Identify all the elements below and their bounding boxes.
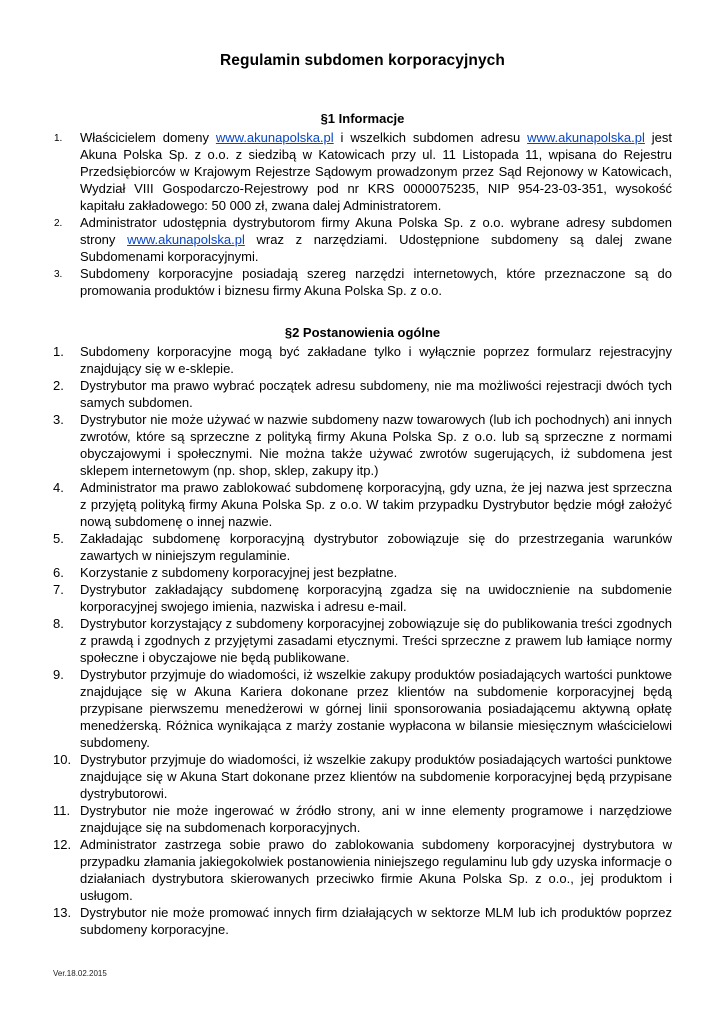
list-item	[0, 751, 725, 802]
item-text-segment: Administrator zastrzega sobie prawo do zablokowania subdomeny korporacyjnej dystrybutora w przypadku złamania jakiegokolwiek postanowienia niniejszego regulaminu lub gdy uzyska informacje o działaniach dystrybutora skierowanych przeciwko firmie Akuna Polska Sp. z o.o., jej produktom i usługom.	[80, 837, 672, 903]
item-number: 1.	[54, 133, 63, 144]
item-text-segment: Właścicielem domeny	[80, 130, 216, 145]
item-number: 2.	[53, 378, 64, 393]
item-text	[80, 411, 672, 479]
list-item	[0, 411, 725, 479]
item-text-segment: Dystrybutor przyjmuje do wiadomości, iż wszelkie zakupy produktów posiadających wartości punktowe znajdujące się w Akuna Start dokonane przez klientów na subdomenie korporacyjnej będą przypisane dystrybutorowi.	[80, 752, 672, 801]
item-number: 6.	[53, 565, 64, 580]
version-footer: Ver.18.02.2015	[53, 969, 107, 978]
item-text-segment: Dystrybutor nie może używać w nazwie subdomeny nazw towarowych (lub ich pochodnych) ani innych zwrotów, które są sprzeczne z polityką firmy Akuna Polska Sp. z o.o. lub są sprzeczne z normami obyczajowymi i społecznymi. Nie można także używać zwrotów sugerujących, iż subdomena jest sklepem internetowym (np. shop, sklep, zakupy itp.)	[80, 412, 672, 478]
item-text-segment: jest Akuna Polska Sp. z o.o. z siedzibą w Katowicach przy ul. 11 Listopada 11, wpisana do Rejestru Przedsiębiorców w Krajowym Rejestrze Sądowym prowadzonym przez Sąd Rejonowy w Katowicach, Wydział VIII Gospodarczo-Rejestrowy pod nr KRS 0000075235, NIP 954-23-03-351, wysokość kapitału zakładowego: 50 000 zł, zwana dalej Administratorem.	[80, 130, 673, 213]
list-item	[0, 581, 725, 615]
list-item	[0, 479, 725, 530]
item-text-segment: Dystrybutor nie może promować innych firm działających w sektorze MLM lub ich produktów poprzez subdomeny korporacyjne.	[80, 905, 672, 937]
item-number: 1.	[53, 344, 64, 359]
item-text	[80, 904, 672, 938]
list-item	[0, 129, 725, 214]
section-list-postanowienia	[0, 343, 725, 938]
item-text	[80, 666, 672, 751]
item-number: 10.	[53, 752, 72, 767]
list-item	[0, 343, 725, 377]
domain-link[interactable]: www.akunapolska.pl	[215, 130, 334, 145]
section-list-informacje	[0, 129, 725, 299]
item-text-segment: Dystrybutor korzystający z subdomeny korporacyjnej zobowiązuje się do publikowania treści zgodnych z prawdą i zgodnych z przyjętymi zasadami etycznymi. Treści sprzeczne z prawem lub łamiące normy społeczne i obyczajowe nie będą publikowane.	[80, 616, 672, 665]
domain-link[interactable]: www.akunapolska.pl	[527, 130, 645, 145]
item-text-segment: Subdomeny korporacyjne mogą być zakładane tylko i wyłącznie poprzez formularz rejestracyjny znajdujący się w e-sklepie.	[80, 344, 672, 376]
item-text	[80, 129, 672, 214]
list-item	[0, 377, 725, 411]
item-text-segment: Administrator ma prawo zablokować subdomenę korporacyjną, gdy uzna, że jej nazwa jest sprzeczna z przyjętą polityką firmy Akuna Polska Sp. z o.o. W takim przypadku Dystrybutor będzie mógł założyć nową subdomenę o innej nazwie.	[80, 480, 672, 529]
item-number: 7.	[53, 582, 64, 597]
item-text-segment: Subdomeny korporacyjne posiadają szereg narzędzi internetowych, które przeznaczone są do promowania produktów i biznesu firmy Akuna Polska Sp. z o.o.	[80, 266, 672, 298]
list-item	[0, 265, 725, 299]
item-number: 11.	[53, 803, 71, 818]
item-number: 9.	[53, 667, 64, 682]
item-number: 12.	[53, 837, 72, 852]
item-text-segment: Zakładając subdomenę korporacyjną dystrybutor zobowiązuje się do przestrzegania warunków zawartych w niniejszym regulaminie.	[80, 531, 672, 563]
item-text	[80, 564, 672, 581]
item-text	[80, 214, 672, 265]
item-text-segment: Dystrybutor przyjmuje do wiadomości, iż wszelkie zakupy produktów posiadających wartości punktowe znajdujące się w Akuna Kariera dokonane przez klientów na subdomenie korporacyjnej będą przypisane pierwszemu menedżerowi w górnej linii sponsorowania posiadającemu aktywną opłatę menedżerską. Różnica wynikająca z marży zostanie wypłacona w bilansie miesięcznym właścicielowi subdomeny.	[80, 667, 672, 750]
item-text	[80, 530, 672, 564]
item-text-segment: Administrator udostępnia dystrybutorom firmy Akuna Polska Sp. z o.o. wybrane adresy subdomen strony	[80, 215, 672, 247]
item-text	[80, 343, 672, 377]
item-text-segment: wraz z narzędziami. Udostępnione subdomeny są dalej zwane Subdomenami korporacyjnymi.	[80, 232, 672, 264]
item-text	[80, 615, 672, 666]
item-text	[80, 836, 672, 904]
item-number: 3.	[53, 412, 64, 427]
list-item	[0, 904, 725, 938]
item-text-segment: Dystrybutor ma prawo wybrać początek adresu subdomeny, nie ma możliwości rejestracji dwóch tych samych subdomen.	[80, 378, 672, 410]
item-number: 5.	[53, 531, 64, 546]
item-text	[80, 581, 672, 615]
item-number: 4.	[53, 480, 64, 495]
list-item	[0, 615, 725, 666]
item-number: 8.	[53, 616, 64, 631]
list-item	[0, 802, 725, 836]
list-item	[0, 564, 725, 581]
domain-link[interactable]: www.akunapolska.pl	[127, 232, 245, 247]
item-text	[80, 751, 672, 802]
list-item	[0, 836, 725, 904]
list-item	[0, 530, 725, 564]
item-number: 3.	[54, 269, 63, 280]
item-text-segment: Korzystanie z subdomeny korporacyjnej jest bezpłatne.	[80, 565, 398, 580]
list-item	[0, 214, 725, 265]
item-number: 13.	[53, 905, 72, 920]
item-text	[80, 377, 672, 411]
page-title: Regulamin subdomen korporacyjnych	[220, 52, 505, 69]
item-text	[80, 479, 672, 530]
list-item	[0, 666, 725, 751]
item-text	[80, 802, 672, 836]
item-text-segment: Dystrybutor zakładający subdomenę korporacyjną zgadza się na uwidocznienie na subdomenie korporacyjnej swojego imienia, nazwiska i adresu e-mail.	[80, 582, 672, 614]
section-heading-informacje: §1 Informacje	[320, 111, 405, 126]
item-text-segment: Dystrybutor nie może ingerować w źródło strony, ani w inne elementy programowe i narzędziowe znajdujące się na subdomenach korporacyjnych.	[80, 803, 672, 835]
item-text	[80, 265, 672, 299]
section-heading-postanowienia: §2 Postanowienia ogólne	[284, 325, 441, 340]
item-text-segment: i wszelkich subdomen adresu	[333, 130, 528, 145]
item-number: 2.	[54, 218, 63, 229]
